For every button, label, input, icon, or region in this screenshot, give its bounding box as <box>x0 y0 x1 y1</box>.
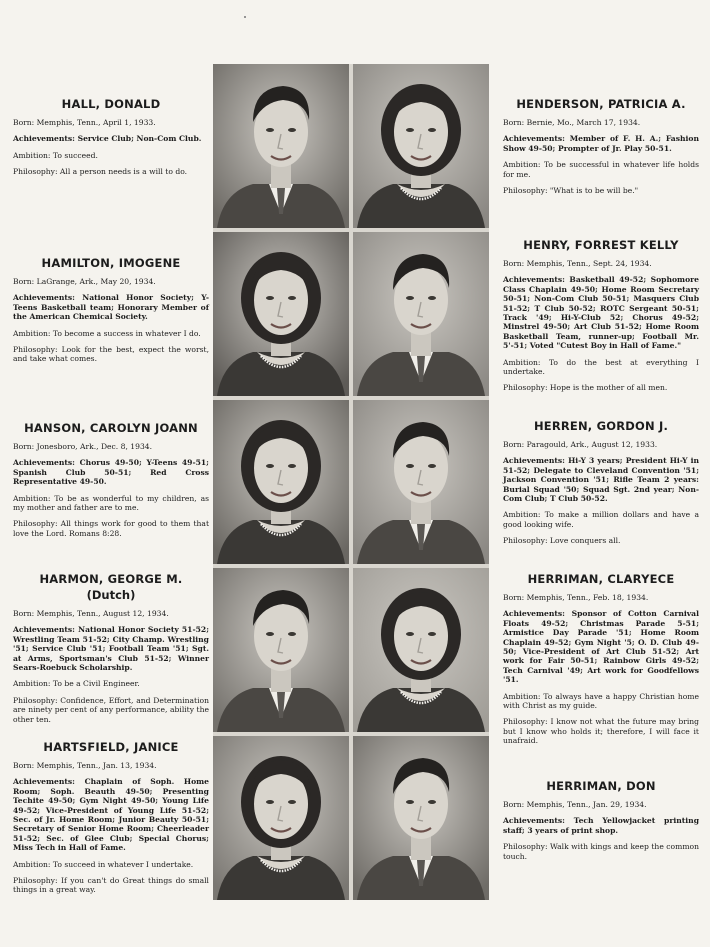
student-entry <box>503 572 699 746</box>
student-entry <box>503 97 699 195</box>
portrait-photo <box>213 568 349 732</box>
ambition-text: Ambition: To become a success in whatever I do. <box>13 328 201 338</box>
portrait-photo <box>353 64 489 228</box>
portrait-photo <box>353 568 489 732</box>
portrait-photo <box>353 232 489 396</box>
philosophy-text: Philosophy: Walk with kings and keep the common touch. <box>503 842 699 861</box>
achievements-text: Achievements: National Honor Society 51-52; Wrestling Team 51-52; City Champ. Wrestling '51; Service Club '51; Football Team '51; Sgt. at Arms, Sportsman's Club 51-52; Winner Sears-Roebuck Scholarship. <box>13 625 209 673</box>
philosophy-text: Philosophy: Look for the best, expect the worst, and take what comes. <box>13 345 209 364</box>
achievements-text: Achievements: Tech Yellowjacket printing staff; 3 years of print shop. <box>503 816 699 835</box>
student-name: HALL, DONALD <box>61 97 161 111</box>
born-text: Born: Memphis, Tenn., April 1, 1933. <box>13 118 156 127</box>
portrait-photo <box>353 736 489 900</box>
born-text: Born: Jonesboro, Ark., Dec. 8, 1934. <box>13 442 153 451</box>
student-name: HARMON, GEORGE M. <box>39 572 183 586</box>
student-name: HARTSFIELD, JANICE <box>43 740 179 754</box>
achievements-text: Achievements: Chorus 49-50; Y-Teens 49-51; Spanish Club 50-51; Red Cross Representative 49-50. <box>13 458 209 487</box>
portrait-photo <box>213 232 349 396</box>
student-name: HAMILTON, IMOGENE <box>41 256 181 270</box>
born-text: Born: Memphis, Tenn., Jan. 29, 1934. <box>503 800 647 809</box>
student-entry <box>13 256 209 364</box>
portrait-photo <box>213 736 349 900</box>
portrait-photo <box>353 400 489 564</box>
student-nickname: (Dutch) <box>86 588 136 602</box>
student-entry <box>13 421 209 538</box>
portrait-photo <box>213 64 349 228</box>
ambition-text: Ambition: To do the best at everything I undertake. <box>503 357 699 377</box>
born-text: Born: Memphis, Tenn., Feb. 18, 1934. <box>503 593 649 602</box>
born-text: Born: Paragould, Ark., August 12, 1933. <box>503 440 658 449</box>
philosophy-text: Philosophy: "What is to be will be." <box>503 186 639 196</box>
ambition-text: Ambition: To always have a happy Christian home with Christ as my guide. <box>503 691 699 711</box>
ambition-text: Ambition: To make a million dollars and have a good looking wife. <box>503 510 699 529</box>
portrait-photo <box>213 400 349 564</box>
born-text: Born: Memphis, Tenn., August 12, 1934. <box>13 609 169 618</box>
born-text: Born: Memphis, Tenn., Sept. 24, 1934. <box>503 259 652 268</box>
achievements-text: Achievements: Chaplain of Soph. Home Room; Soph. Beauth 49-50; Presenting Techite 49-50; Gym Night 49-50; Young Life 49-52; Vice-President of Young Life 51-52; Sec. of Jr. Home Room; Junior Beauty 50-51; Secretary of Senior Home Room; Cheerleader 51-52; Sec. of Glee Club; Special Chorus; Miss Tech in Hall of Fame. <box>13 777 209 853</box>
achievements-text: Achievements: Basketball 49-52; Sophomore Class Chaplain 49-50; Home Room Secretary 50-51; Non-Com Club 50-51; Masquers Club 51-52; T Club 50-52; ROTC Sergeant 50-51; Track '49; Hi-Y-Club 52; Chorus 49-52; Minstrel 49-50; Art Club 51-52; Home Room Basketball Team, runner-up; Football Mr. 5'-51; Voted "Cutest Boy in Hall of Fame." <box>503 275 699 351</box>
student-name: HERRIMAN, CLARYECE <box>527 572 675 586</box>
student-entry <box>13 97 209 177</box>
ambition-text: Ambition: To be successful in whatever life holds for me. <box>503 160 699 179</box>
student-name: HERREN, GORDON J. <box>533 419 669 433</box>
philosophy-text: Philosophy: All things work for good to them that love the Lord. Romans 8:28. <box>13 519 209 538</box>
philosophy-text: Philosophy: I know not what the future may bring but I know who holds it; therefore, I will face it unafraid. <box>503 717 699 746</box>
ambition-text: Ambition: To be a Civil Engineer. <box>13 679 140 689</box>
student-entry <box>13 572 209 724</box>
philosophy-text: Philosophy: Love conquers all. <box>503 536 621 546</box>
philosophy-text: Philosophy: If you can't do Great things do small things in a great way. <box>13 876 209 895</box>
achievements-text: Achievements: Sponsor of Cotton Carnival Floats 49-52; Christmas Parade 5-51; Armistice Day Parade '51; Home Room Chaplain 49-52; Gym Night '5; O. D. Club 49-50; Vice-President of Art Club 51-52; Art work for Fair 50-51; Rainbow Girls 49-52; Tech Carnival '49; Art work for Goodfellows '51. <box>503 609 699 685</box>
born-text: Born: LaGrange, Ark., May 20, 1934. <box>13 277 156 286</box>
student-entry <box>503 238 699 393</box>
student-entry <box>503 419 699 546</box>
student-name: HANSON, CAROLYN JOANN <box>24 421 198 435</box>
ambition-text: Ambition: To succeed. <box>13 150 98 160</box>
ambition-text: Ambition: To succeed in whatever I undertake. <box>13 859 194 869</box>
philosophy-text: Philosophy: All a person needs is a will to do. <box>13 167 188 177</box>
born-text: Born: Memphis, Tenn., Jan. 13, 1934. <box>13 761 157 770</box>
achievements-text: Achievements: Hi-Y 3 years; President Hi-Y in 51-52; Delegate to Cleveland Convention '51; Jackson Convention '51; Rifle Team 2 years: Burial Squad '50; Squad Sgt. 2nd year; Non-Com Club; T Club 50-52. <box>503 456 699 504</box>
philosophy-text: Philosophy: Confidence, Effort, and Determination are ninety per cent of any performance, ability the other ten. <box>13 695 209 724</box>
student-name: HERRIMAN, DON <box>546 779 656 793</box>
achievements-text: Achievements: Member of F. H. A.; Fashion Show 49-50; Prompter of Jr. Play 50-51. <box>503 134 699 153</box>
ambition-text: Ambition: To be as wonderful to my children, as my mother and father are to me. <box>13 493 209 513</box>
philosophy-text: Philosophy: Hope is the mother of all men. <box>503 383 668 393</box>
print-speck <box>244 16 246 18</box>
student-entry <box>503 779 699 861</box>
achievements-text: Achievements: Service Club; Non-Com Club. <box>13 134 202 144</box>
student-name: HENRY, FORREST KELLY <box>523 238 679 252</box>
portrait-grid <box>213 64 489 900</box>
student-entry <box>13 740 209 895</box>
student-name: HENDERSON, PATRICIA A. <box>516 97 686 111</box>
achievements-text: Achievements: National Honor Society; Y-Teens Basketball team; Honorary Member of the American Chemical Society. <box>13 293 209 322</box>
born-text: Born: Bernie, Mo., March 17, 1934. <box>503 118 641 127</box>
